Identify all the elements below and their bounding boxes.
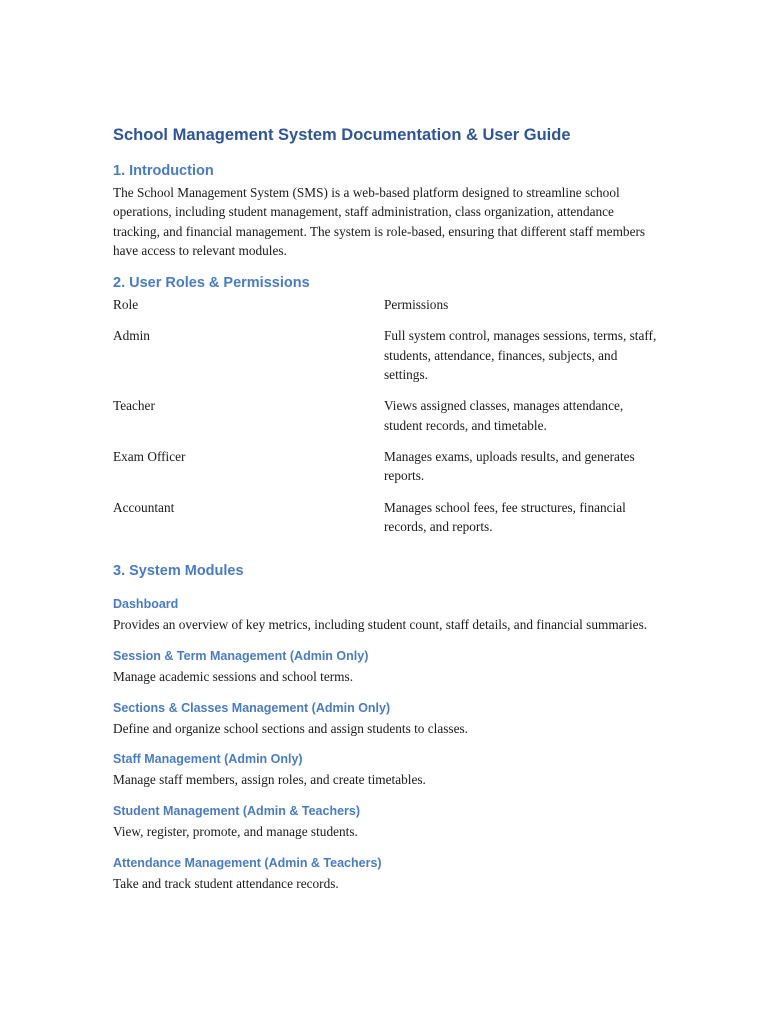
module-title: Student Management (Admin & Teachers) xyxy=(113,804,361,819)
module-description: View, register, promote, and manage students. xyxy=(113,824,358,840)
module-title: Staff Management (Admin Only) xyxy=(113,752,303,767)
module-title: Sections & Classes Management (Admin Only) xyxy=(113,700,391,715)
roles-heading: 2. User Roles & Permissions xyxy=(113,275,310,292)
column-header-permissions: Permissions xyxy=(384,297,449,313)
table-row xyxy=(113,326,658,396)
module-description: Define and organize school sections and assign students to classes. xyxy=(113,720,468,736)
roles-table xyxy=(113,295,658,548)
modules-heading: 3. System Modules xyxy=(113,563,244,580)
roles-table-header xyxy=(113,295,658,326)
module-title: Attendance Management (Admin & Teachers) xyxy=(113,855,382,870)
document-content xyxy=(113,124,658,893)
module-description: Provides an overview of key metrics, including student count, staff details, and financial summaries. xyxy=(113,617,648,633)
module-description: Manage academic sessions and school terms. xyxy=(113,669,354,685)
module-item xyxy=(113,855,658,893)
intro-heading: 1. Introduction xyxy=(113,163,214,179)
module-description: Manage staff members, assign roles, and create timetables. xyxy=(113,772,426,788)
column-header-role: Role xyxy=(113,297,139,313)
role-cell: Accountant xyxy=(113,499,175,515)
document-title: School Management System Documentation & User Guide xyxy=(113,126,571,144)
permissions-cell: Manages school fees, fee structures, financial records, and reports. xyxy=(384,499,626,534)
module-title: Dashboard xyxy=(113,597,179,612)
table-row xyxy=(113,498,658,549)
role-cell: Teacher xyxy=(113,398,155,414)
table-row xyxy=(113,396,658,447)
module-item xyxy=(113,700,658,738)
role-cell: Exam Officer xyxy=(113,448,186,464)
module-item xyxy=(113,648,658,686)
module-item xyxy=(113,751,658,789)
table-row xyxy=(113,447,658,498)
module-item xyxy=(113,803,658,841)
permissions-cell: Views assigned classes, manages attendance, student records, and timetable. xyxy=(384,398,624,433)
role-cell: Admin xyxy=(113,328,150,344)
module-item xyxy=(113,596,658,634)
intro-paragraph: The School Management System (SMS) is a web-based platform designed to streamline school operations, including student management, staff administration, class organization, attendance tracking, and financial management. The system is role-based, ensuring that different staff members have access to relevant modules. xyxy=(113,185,646,258)
permissions-cell: Full system control, manages sessions, terms, staff, students, attendance, finances, subjects, and settings. xyxy=(384,328,657,383)
permissions-cell: Manages exams, uploads results, and generates reports. xyxy=(384,448,635,484)
module-description: Take and track student attendance records. xyxy=(113,875,339,891)
module-title: Session & Term Management (Admin Only) xyxy=(113,649,369,664)
